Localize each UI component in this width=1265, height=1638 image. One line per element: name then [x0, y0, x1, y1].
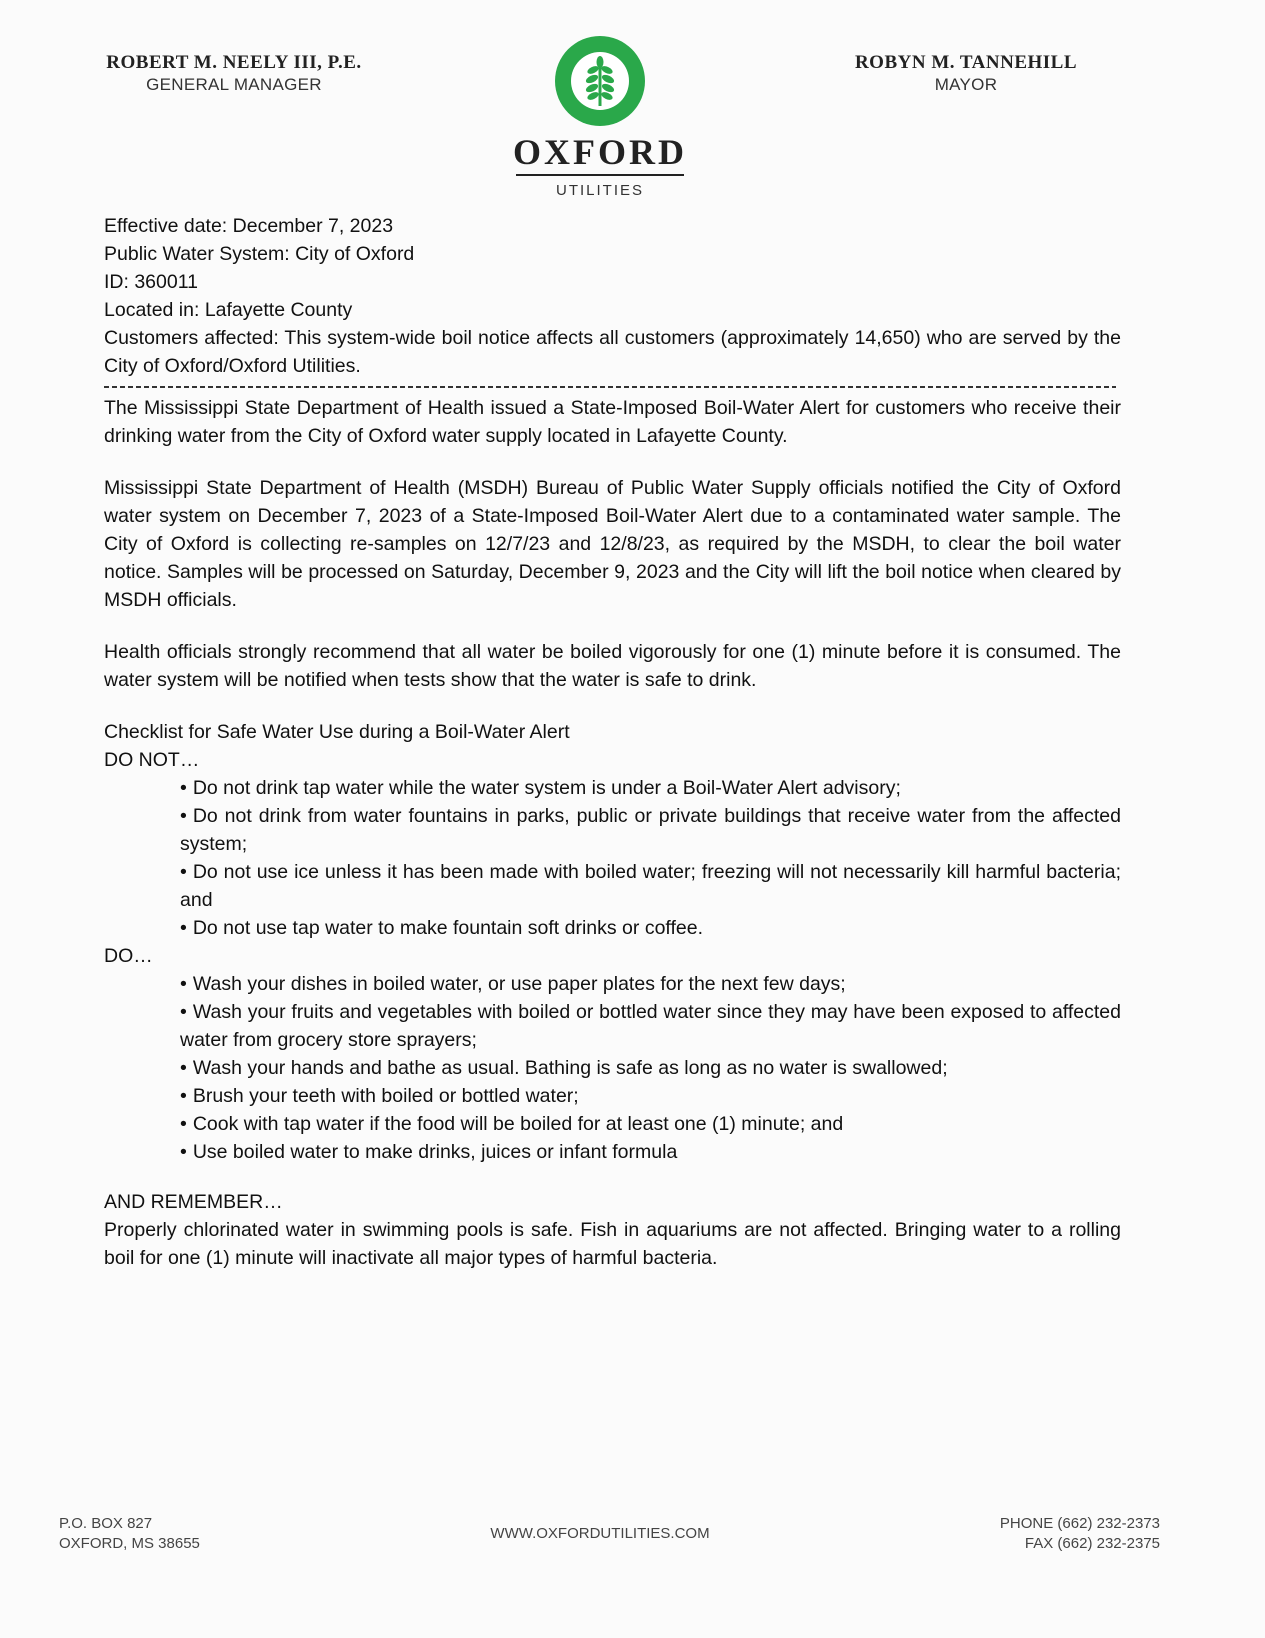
location: Located in: Lafayette County — [104, 299, 353, 321]
list-item: • Cook with tap water if the food will be boiled for at least one (1) minute; and — [180, 1110, 1121, 1138]
leaf-emblem-icon — [553, 34, 647, 128]
phone-number: PHONE (662) 232-2373 — [999, 1515, 1160, 1532]
logo-subtitle: UTILITIES — [555, 182, 644, 199]
mayor-name: ROBYN M. TANNEHILL — [854, 52, 1078, 73]
dashed-divider — [104, 386, 1116, 388]
footer-website: WWW.OXFORDUTILITIES.COM — [490, 1525, 710, 1542]
mayor-block — [846, 52, 1086, 95]
do-not-list — [104, 774, 1121, 942]
footer-contact — [940, 1514, 1160, 1554]
remember-heading: AND REMEMBER… — [104, 1191, 283, 1213]
paragraph-msdh-details: Mississippi State Department of Health (MSDH) Bureau of Public Water Supply officials notified the City of Oxford water system on December 7, 2023 of a State-Imposed Boil-Water Alert due to a contaminated water sample. The City of Oxford is collecting re-samples on 12/7/23 and 12/8/23, as required by the MSDH, to clear the boil water notice. Samples will be processed on Saturday, December 9, 2023 and the City will lift the boil notice when cleared by MSDH officials. — [104, 477, 1121, 611]
list-item: • Do not drink tap water while the water system is under a Boil-Water Alert advisory; — [180, 774, 1121, 802]
paragraph-health-recommendation: Health officials strongly recommend that all water be boiled vigorously for one (1) minute before it is consumed. The water system will be notified when tests show that the water is safe to drink. — [104, 641, 1121, 691]
notice-body — [104, 212, 1121, 1272]
general-manager-title: GENERAL MANAGER — [146, 75, 322, 94]
effective-date: Effective date: December 7, 2023 — [104, 215, 394, 237]
general-manager-block — [104, 52, 364, 95]
logo-wordmark: OXFORD — [513, 132, 687, 172]
list-item: • Brush your teeth with boiled or bottled water; — [180, 1082, 1121, 1110]
do-not-heading: DO NOT… — [104, 749, 200, 771]
paragraph-alert-issued: The Mississippi State Department of Health issued a State-Imposed Boil-Water Alert for customers who receive their drinking water from the City of Oxford water supply located in Lafayette County. — [104, 397, 1121, 447]
footer-address — [59, 1514, 200, 1554]
system-id: ID: 360011 — [104, 271, 198, 293]
mayor-title: MAYOR — [934, 75, 998, 94]
oxford-utilities-logo — [513, 34, 687, 199]
do-heading: DO… — [104, 945, 153, 967]
checklist-title: Checklist for Safe Water Use during a Boil-Water Alert — [104, 721, 570, 743]
logo-divider — [516, 174, 684, 176]
list-item: • Do not use tap water to make fountain soft drinks or coffee. — [180, 914, 1121, 942]
city-state-zip: OXFORD, MS 38655 — [59, 1535, 200, 1552]
list-item: • Do not use ice unless it has been made with boiled water; freezing will not necessarily kill harmful bacteria; and — [180, 858, 1121, 914]
public-water-system: Public Water System: City of Oxford — [104, 243, 415, 265]
do-list — [104, 970, 1121, 1166]
list-item: • Use boiled water to make drinks, juices or infant formula — [180, 1138, 1121, 1166]
general-manager-name: ROBERT M. NEELY III, P.E. — [106, 52, 362, 73]
list-item: • Wash your fruits and vegetables with boiled or bottled water since they may have been exposed to affected water from grocery store sprayers; — [180, 998, 1121, 1054]
customers-affected: Customers affected: This system-wide boil notice affects all customers (approximately 14,650) who are served by the City of Oxford/Oxford Utilities. — [104, 327, 1121, 377]
list-item: • Wash your hands and bathe as usual. Bathing is safe as long as no water is swallowed; — [180, 1054, 1121, 1082]
list-item: • Wash your dishes in boiled water, or use paper plates for the next few days; — [180, 970, 1121, 998]
po-box: P.O. BOX 827 — [59, 1515, 153, 1532]
list-item: • Do not drink from water fountains in parks, public or private buildings that receive water from the affected system; — [180, 802, 1121, 858]
fax-number: FAX (662) 232-2375 — [1024, 1535, 1160, 1552]
remember-text: Properly chlorinated water in swimming pools is safe. Fish in aquariums are not affected. Bringing water to a rolling boil for one (1) minute will inactivate all major types of harmful bacteria. — [104, 1219, 1121, 1269]
